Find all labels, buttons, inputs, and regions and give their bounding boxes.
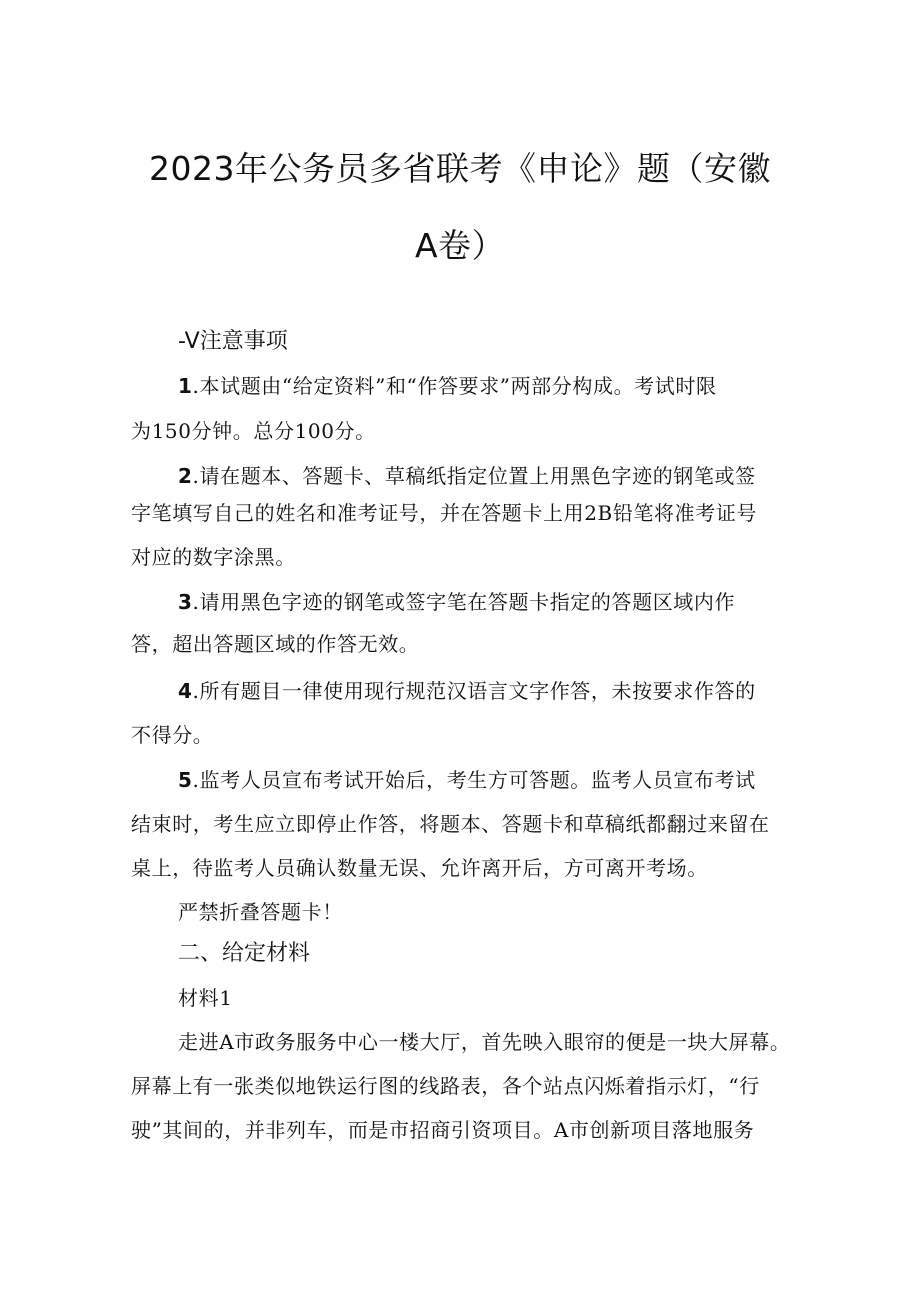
section-heading-materials: 二、给定材料 bbox=[178, 941, 311, 966]
document-title-line-2: A卷） bbox=[414, 226, 506, 265]
instruction-number: 5 bbox=[178, 768, 193, 792]
material-line-2: 屏幕上有一张类似地铁运行图的线路表，各个站点闪烁着指示灯，“行 bbox=[131, 1074, 760, 1098]
instruction-text: .请用黑色字迹的钢笔或签字笔在答题卡指定的答题区域内作 bbox=[192, 590, 736, 614]
instruction-number: 3 bbox=[178, 590, 193, 614]
material-label: 材料1 bbox=[178, 986, 233, 1010]
instruction-2-line-1 bbox=[178, 460, 848, 489]
warning-text: 严禁折叠答题卡！ bbox=[178, 900, 343, 924]
instruction-number: 1 bbox=[178, 374, 193, 398]
instruction-2-line-2: 字笔填写自己的姓名和准考证号，并在答题卡上用2B铅笔将准考证号 bbox=[131, 501, 758, 525]
instruction-1-line-2: 为150分钟。总分100分。 bbox=[131, 419, 376, 443]
instruction-5-line-2: 结束时，考生应立即停止作答，将题本、答题卡和草稿纸都翻过来留在 bbox=[131, 812, 770, 836]
instruction-number: 4 bbox=[178, 679, 193, 703]
instruction-2-line-3: 对应的数字涂黑。 bbox=[131, 545, 296, 569]
instruction-5-line-1 bbox=[178, 764, 848, 793]
instruction-text: .所有题目一律使用现行规范汉语言文字作答，未按要求作答的 bbox=[192, 679, 756, 703]
material-line-1: 走进A市政务服务中心一楼大厅，首先映入眼帘的便是一块大屏幕。 bbox=[178, 1030, 791, 1054]
instruction-text: .本试题由“给定资料”和“作答要求”两部分构成。考试时限 bbox=[192, 374, 717, 398]
instruction-4-line-2: 不得分。 bbox=[131, 723, 214, 747]
instruction-5-line-3: 桌上，待监考人员确认数量无误、允许离开后，方可离开考场。 bbox=[131, 856, 708, 880]
instruction-1-line-1 bbox=[178, 370, 848, 399]
instruction-text: .请在题本、答题卡、草稿纸指定位置上用黑色字迹的钢笔或签 bbox=[192, 464, 756, 488]
section-heading-notes: -V注意事项 bbox=[178, 329, 288, 354]
document-title-line-1: 2023年公务员多省联考《申论》题（安徽 bbox=[149, 149, 771, 188]
material-line-3: 驶”其间的，并非列车，而是市招商引资项目。A市创新项目落地服务 bbox=[131, 1118, 755, 1142]
instruction-text: .监考人员宣布考试开始后，考生方可答题。监考人员宣布考试 bbox=[192, 768, 756, 792]
instruction-3-line-2: 答，超出答题区域的作答无效。 bbox=[131, 632, 420, 656]
instruction-number: 2 bbox=[178, 464, 193, 488]
instruction-4-line-1 bbox=[178, 675, 848, 704]
instruction-3-line-1 bbox=[178, 586, 848, 615]
